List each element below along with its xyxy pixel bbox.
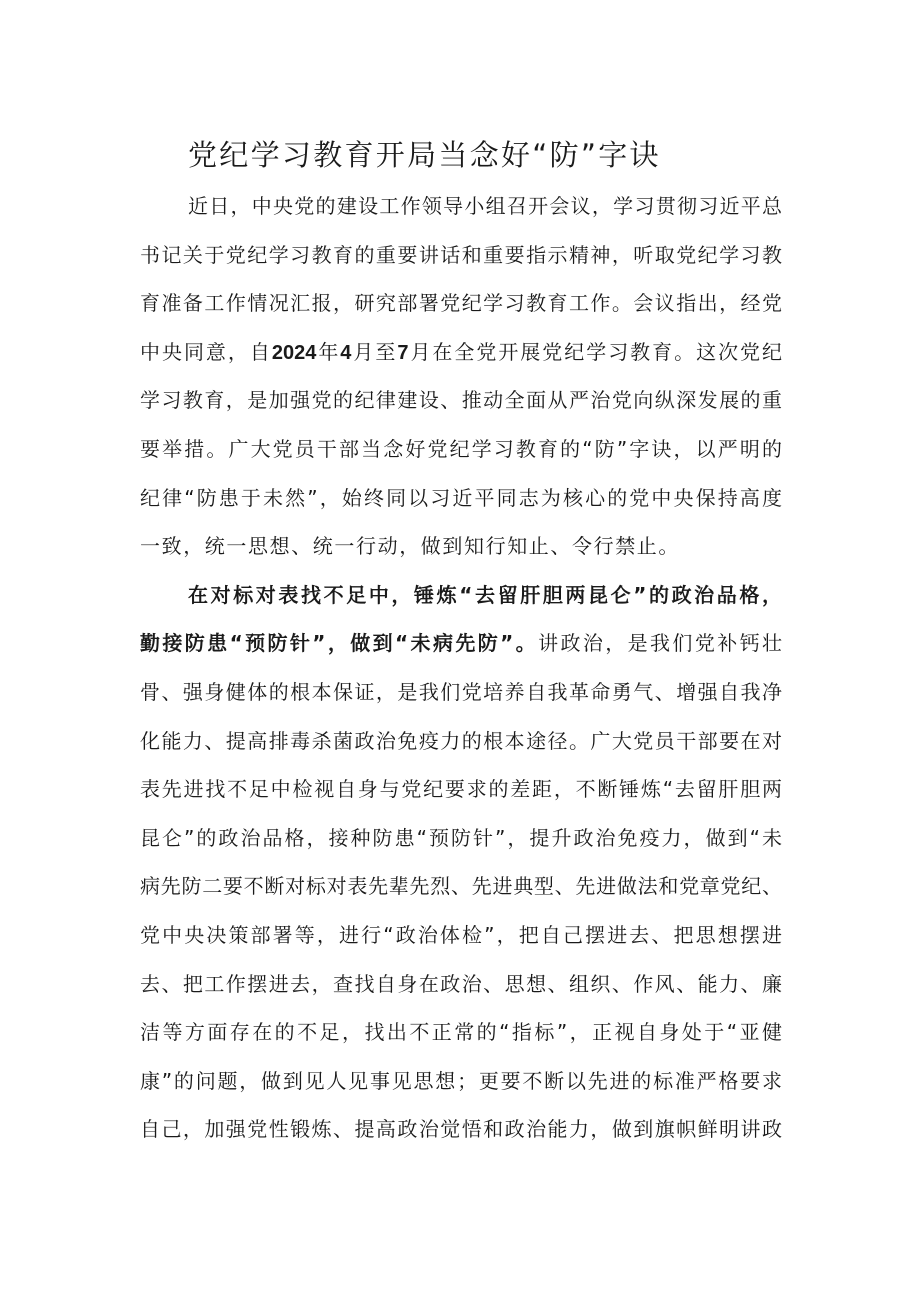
paragraph-1-line-1: 近日，中央党的建设工作领导小组召开会议，学习贯彻习近平总 [188, 194, 782, 218]
paragraph-1-line-5: 学习教育，是加强党的纪律建设、推动全面从严治党向纵深发展的重 [140, 388, 782, 413]
paragraph-1-line-2: 书记关于党纪学习教育的重要讲话和重要指示精神，听取党纪学习教 [140, 242, 782, 267]
year-number: 2024 [271, 341, 317, 364]
paragraph-1-line-6: 要举措。广大党员干部当念好党纪学习教育的“防”字诀，以严明的 [140, 436, 782, 461]
paragraph-1-line-8: 一致，统一思想、统一行动，做到知行知止、令行禁止。 [140, 534, 680, 559]
line-4-mid-1: 年 [316, 339, 341, 364]
paragraph-2-line-7: 病先防二要不断对标对表先辈先烈、先进典型、先进做法和党章党纪、 [140, 874, 782, 899]
paragraph-1-line-3: 育准备工作情况汇报，研究部署党纪学习教育工作。会议指出，经党 [140, 291, 782, 316]
paragraph-2-line-3: 骨、强身健体的根本保证，是我们党培养自我革命勇气、增强自我净 [140, 679, 782, 704]
end-month-number: 7 [397, 341, 409, 364]
paragraph-2-line-8: 党中央决策部署等，进行“政治体检”，把自己摆进去、把思想摆进 [140, 922, 782, 947]
document-body [140, 182, 782, 1154]
paragraph-2-line-9: 去、把工作摆进去，查找自身在政治、思想、组织、作风、能力、廉 [140, 971, 782, 996]
line-4-prefix: 中央同意，自 [140, 339, 272, 364]
document-title: 党纪学习教育开局当念好“防”字诀 [188, 138, 661, 172]
paragraph-2-line-10: 洁等方面存在的不足，找出不正常的“指标”，正视自身处于“亚健 [140, 1020, 782, 1045]
paragraph-1-line-4 [140, 328, 782, 377]
paragraph-2-heading-line-2: 勤接防患“预防针”，做到“未病先防”。 [140, 631, 539, 656]
paragraph-2-heading-line-1: 在对标对表找不足中，锤炼“去留肝胆两昆仑”的政治品格， [188, 582, 782, 607]
paragraph-2-line-2-text: 讲政治，是我们党补钙壮 [538, 631, 782, 656]
start-month-number: 4 [340, 341, 352, 364]
paragraph-2-line-4: 化能力、提高排毒杀菌政治免疫力的根本途径。广大党员干部要在对 [140, 728, 782, 753]
line-4-mid-2: 月至 [351, 339, 398, 364]
paragraph-2-line-2 [140, 619, 782, 668]
line-4-suffix: 月在全党开展党纪学习教育。这次党纪 [408, 339, 782, 364]
paragraph-1-line-7: 纪律“防患于未然”，始终同以习近平同志为核心的党中央保持高度 [140, 485, 782, 510]
paragraph-2-line-11: 康”的问题，做到见人见事见思想；更要不断以先进的标准严格要求 [140, 1068, 782, 1093]
paragraph-2-line-6: 昆仑”的政治品格，接种防患“预防针”，提升政治免疫力，做到“未 [140, 825, 782, 850]
paragraph-2-line-5: 表先进找不足中检视自身与党纪要求的差距，不断锤炼“去留肝胆两 [140, 777, 782, 802]
paragraph-2-line-12: 自己，加强党性锻炼、提高政治觉悟和政治能力，做到旗帜鲜明讲政 [140, 1117, 782, 1142]
